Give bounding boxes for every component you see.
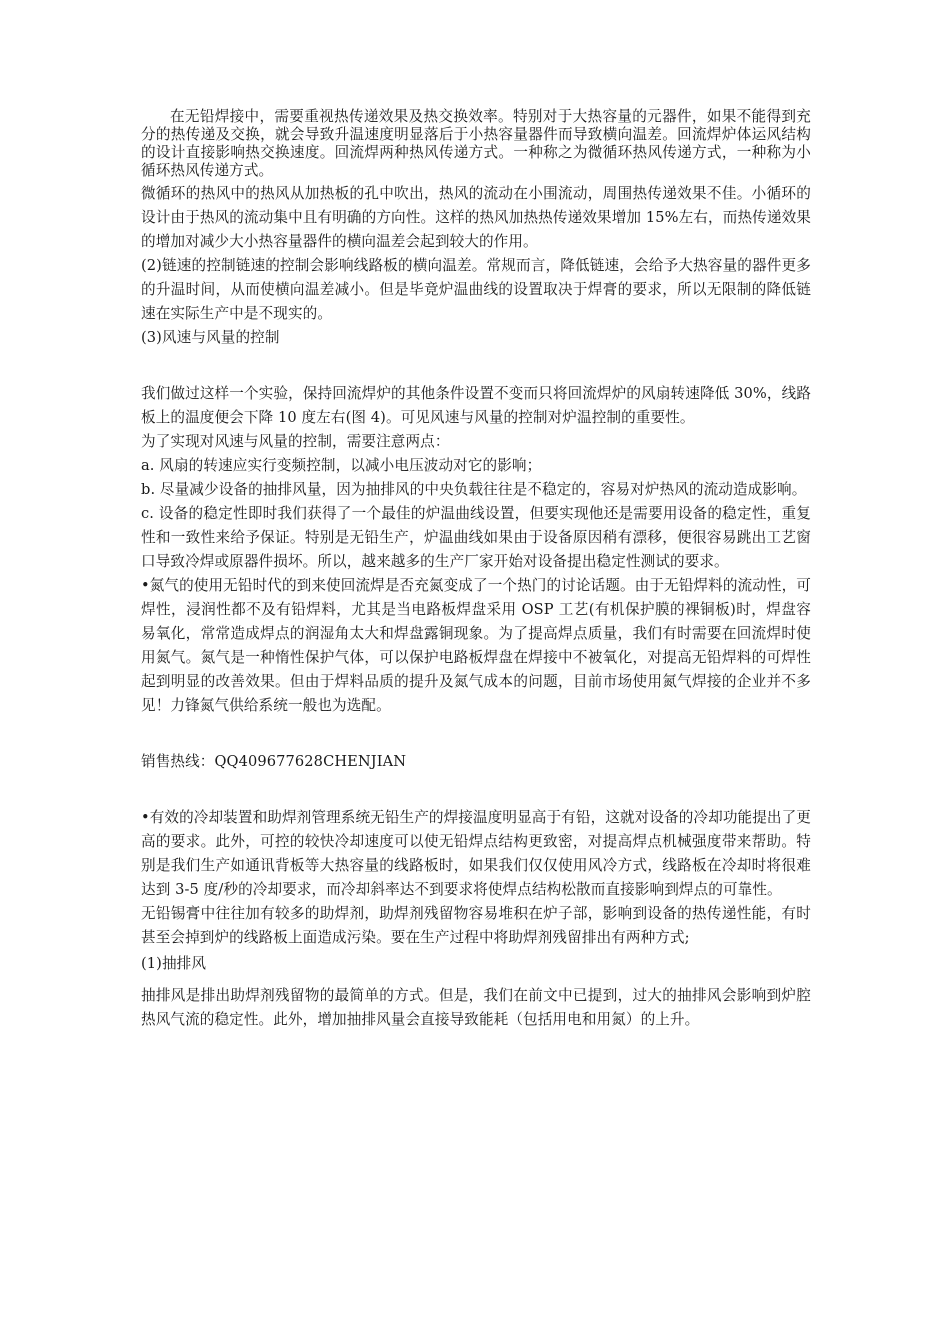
paragraph-flux: 无铅锡膏中往往加有较多的助焊剂，助焊剂残留物容易堆积在炉子部，影响到设备的热传递性能，有时甚至会掉到炉的线路板上面造成污染。要在生产过程中将助焊剂残留排出有两种方式; xyxy=(141,905,811,946)
paragraph-nitrogen: •氮气的使用无铅时代的到来使回流焊是否充氮变成了一个热门的讨论话题。由于无铅焊料的流动性，可焊性，浸润性都不及有铅焊料，尤其是当电路板焊盘采用 OSP 工艺(有机保护膜的裸铜板)时，焊盘容易氧化，常常造成焊点的润湿角太大和焊盘露铜现象。为了提高焊点质量，我们有时需要在回流焊时使用氮气。氮气是一种惰性保护气体，可以保护电路板焊盘在焊接中不被氧化，对提高无铅焊料的可焊性起到明显的改善效果。但由于焊料品质的提升及氮气成本的问题，目前市场使用氮气焊接的企业并不多见！力锋氮气供给系统一般也为选配。 xyxy=(141,577,811,714)
paragraph-heat-transfer: 在无铅焊接中，需要重视热传递效果及热交换效率。特别对于大热容量的元器件，如果不能得到充分的热传递及交换，就会导致升温速度明显落后于小热容量器件而导致横向温差。回流焊炉体运风结构的设计直接影响热交换速度。回流焊两种热风传递方式。一种称之为微循环热风传递方式，一种称为小循环热风传递方式。 xyxy=(141,108,811,179)
heading-exhaust: (1)抽排风 xyxy=(141,955,207,972)
paragraph-chain-speed: (2)链速的控制链速的控制会影响线路板的横向温差。常规而言，降低链速，会给予大热容量的器件更多的升温时间，从而使横向温差减小。但是毕竟炉温曲线的设置取决于焊膏的要求，所以无限制的降低链速在实际生产中是不现实的。 xyxy=(141,257,811,322)
blank-line xyxy=(141,350,811,374)
paragraph-two-points: 为了实现对风速与风量的控制，需要注意两点： xyxy=(141,433,450,450)
paragraph-micro-circulation: 微循环的热风中的热风从加热板的孔中吹出，热风的流动在小围流动，周围热传递效果不佳。小循环的设计由于热风的流动集中且有明确的方向性。这样的热风加热热传递效果增加 15%左右，而热传递效果的增加对减少大小热容量器件的横向温差会起到较大的作用。 xyxy=(141,185,811,250)
list-item-c: c. 设备的稳定性即时我们获得了一个最佳的炉温曲线设置，但要实现他还是需要用设备的稳定性，重复性和一致性来给予保证。特别是无铅生产，炉温曲线如果由于设备原因稍有漂移，便很容易跳出工艺窗口导致冷焊或原器件损坏。所以，越来越多的生产厂家开始对设备提出稳定性测试的要求。 xyxy=(141,505,811,570)
blank-line xyxy=(141,774,811,798)
sales-hotline: 销售热线：QQ409677628CHENJIAN xyxy=(141,753,407,770)
paragraph-experiment: 我们做过这样一个实验，保持回流焊炉的其他条件设置不变而只将回流焊炉的风扇转速降低 30%，线路板上的温度便会下降 10 度左右(图 4)。可见风速与风量的控制对炉温控制的重要性。 xyxy=(141,385,811,426)
heading-wind-speed: (3)风速与风量的控制 xyxy=(141,329,280,346)
list-item-a: a. 风扇的转速应实行变频控制，以减小电压波动对它的影响； xyxy=(141,457,542,474)
list-item-b: b. 尽量减少设备的抽排风量，因为抽排风的中央负载往往是不稳定的，容易对炉热风的流动造成影响。 xyxy=(141,481,807,498)
blank-line xyxy=(141,718,811,742)
document-body xyxy=(141,108,811,1032)
paragraph-cooling: •有效的冷却装置和助焊剂管理系统无铅生产的焊接温度明显高于有铅，这就对设备的冷却功能提出了更高的要求。此外，可控的较快冷却速度可以使无铅焊点结构更致密，对提高焊点机械强度带来帮助。特别是我们生产如通讯背板等大热容量的线路板时，如果我们仅仅使用风冷方式，线路板在冷却时将很难达到 3-5 度/秒的冷却要求，而冷却斜率达不到要求将使焊点结构松散而直接影响到焊点的可靠性。 xyxy=(141,809,811,898)
paragraph-exhaust: 抽排风是排出助焊剂残留物的最简单的方式。但是，我们在前文中已提到，过大的抽排风会影响到炉腔热风气流的稳定性。此外，增加抽排风量会直接导致能耗（包括用电和用氮）的上升。 xyxy=(141,987,811,1028)
